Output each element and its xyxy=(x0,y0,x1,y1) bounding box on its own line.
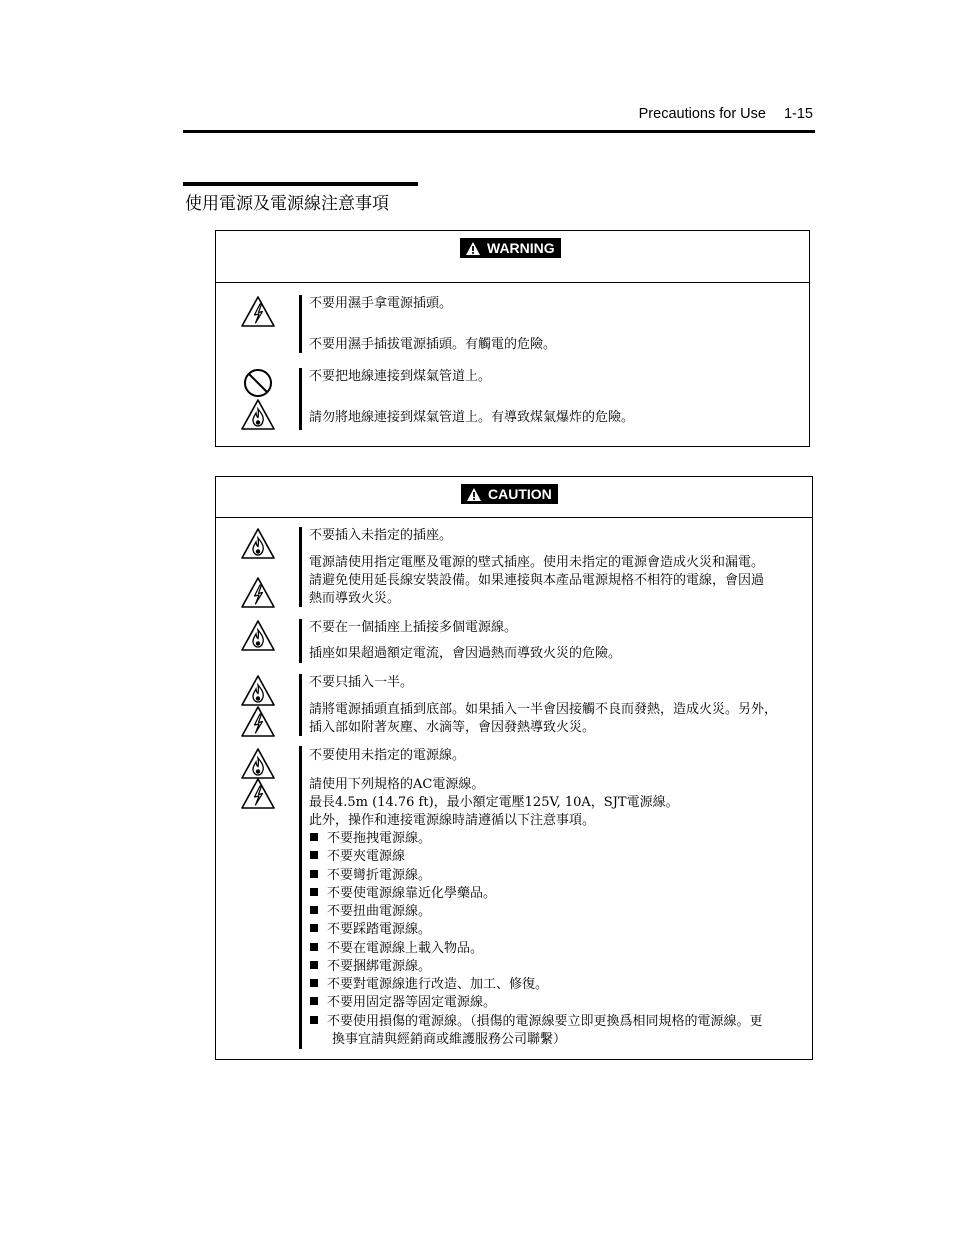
electric-shock-warning-icon xyxy=(240,576,276,610)
bullet-icon xyxy=(310,870,318,878)
bullet-icon xyxy=(310,997,318,1005)
bullet-icon xyxy=(310,906,318,914)
item-heading: 不要插入未指定的插座。 xyxy=(309,528,453,543)
fire-warning-icon xyxy=(240,527,276,561)
list-item xyxy=(310,848,405,866)
fire-warning-icon xyxy=(240,398,276,432)
section-title-bar xyxy=(183,182,418,186)
item-body-line: 最長4.5m (14.76 ft)，最小額定電壓125V, 10A，SJT電源線。 xyxy=(309,795,679,810)
electric-shock-warning-icon xyxy=(240,705,276,739)
caution-box-header xyxy=(216,477,812,518)
item-body-line: 請使用下列規格的AC電源線。 xyxy=(309,777,485,792)
item-body-line: 插座如果超過額定電流，會因過熱而導致火災的危險。 xyxy=(309,646,622,661)
item-bar xyxy=(299,368,302,430)
item-body-line: 請將電源插頭直插到底部。如果插入一半會因接觸不良而發熱，造成火災。另外， xyxy=(309,702,778,717)
fire-warning-icon xyxy=(240,619,276,653)
item-heading: 不要只插入一半。 xyxy=(309,675,414,690)
item-heading: 不要使用未指定的電源線。 xyxy=(309,748,466,763)
item-bar xyxy=(299,619,302,663)
item-bar xyxy=(299,527,302,607)
bullet-icon xyxy=(310,833,318,841)
list-item-text: 不要彎折電源線。 xyxy=(327,868,432,883)
item-bar xyxy=(299,746,302,1049)
list-item-text: 不要踩踏電源線。 xyxy=(327,922,432,937)
list-item xyxy=(310,921,431,939)
electric-shock-warning-icon xyxy=(240,777,276,811)
list-item-text: 不要夾電源線 xyxy=(327,849,406,864)
list-item-text: 不要用固定器等固定電源線。 xyxy=(327,995,497,1010)
list-item xyxy=(310,885,496,903)
page-number: 1-15 xyxy=(783,106,813,122)
prohibition-icon xyxy=(240,367,276,401)
list-item xyxy=(310,976,548,994)
list-item-text: 不要在電源線上載入物品。 xyxy=(327,941,484,956)
list-item xyxy=(310,830,431,848)
item-body: 請勿將地線連接到煤氣管道上。有導致煤氣爆炸的危險。 xyxy=(309,410,635,425)
caution-triangle-icon xyxy=(465,241,481,256)
item-body-line: 電源請使用指定電壓及電源的壁式插座。使用未指定的電源會造成火災和漏電。 xyxy=(309,555,765,570)
list-item-text: 不要拖拽電源線。 xyxy=(327,831,432,846)
warning-label-text: WARNING xyxy=(487,240,555,256)
bullet-icon xyxy=(310,1016,318,1024)
item-heading: 不要在一個插座上插接多個電源線。 xyxy=(309,620,518,635)
item-body-line: 此外，操作和連接電源線時請遵循以下注意事項。 xyxy=(309,813,596,828)
header-section: Precautions for Use xyxy=(638,106,766,122)
item-bar xyxy=(299,295,302,353)
section-title: 使用電源及電源線注意事項 xyxy=(185,194,389,214)
item-bar xyxy=(299,674,302,736)
fire-warning-icon xyxy=(240,747,276,781)
bullet-icon xyxy=(310,961,318,969)
list-item xyxy=(310,867,431,885)
list-item-text: 不要對電源線進行改造、加工、修復。 xyxy=(327,977,549,992)
bullet-icon xyxy=(310,888,318,896)
list-item xyxy=(310,958,431,976)
item-heading: 不要用濕手拿電源插頭。 xyxy=(309,296,453,311)
bullet-icon xyxy=(310,924,318,932)
list-item-continuation: 換事宜請與經銷商或維護服務公司聯繫） xyxy=(332,1032,567,1047)
bullet-icon xyxy=(310,851,318,859)
header-rule xyxy=(183,130,815,133)
item-body: 不要用濕手插拔電源插頭。有觸電的危險。 xyxy=(309,337,557,352)
list-item xyxy=(310,940,483,958)
list-item-text: 不要扭曲電源線。 xyxy=(327,904,432,919)
caution-triangle-icon xyxy=(466,487,482,502)
list-item xyxy=(310,994,496,1012)
item-body-line: 請避免使用延長線安裝設備。如果連接與本產品電源規格不相符的電線，會因過 xyxy=(309,573,765,588)
caution-label xyxy=(461,484,558,504)
bullet-icon xyxy=(310,943,318,951)
item-body-line: 插入部如附著灰塵、水滴等，會因發熱導致火災。 xyxy=(309,720,596,735)
item-body-line: 熱而導致火災。 xyxy=(309,591,401,606)
list-item xyxy=(310,903,431,921)
running-header xyxy=(639,106,813,122)
warning-box-header xyxy=(216,231,809,283)
list-item-text: 不要使用損傷的電源線。（損傷的電源線要立即更換爲相同規格的電源線。更 xyxy=(327,1014,763,1029)
bullet-icon xyxy=(310,979,318,987)
item-heading: 不要把地線連接到煤氣管道上。 xyxy=(309,369,492,384)
electric-shock-warning-icon xyxy=(240,295,276,329)
list-item-text: 不要使電源線靠近化學藥品。 xyxy=(327,886,497,901)
caution-label-text: CAUTION xyxy=(488,486,552,502)
list-item-text: 不要捆綁電源線。 xyxy=(327,959,432,974)
fire-warning-icon xyxy=(240,674,276,708)
warning-label xyxy=(460,238,561,258)
list-item xyxy=(310,1013,763,1031)
